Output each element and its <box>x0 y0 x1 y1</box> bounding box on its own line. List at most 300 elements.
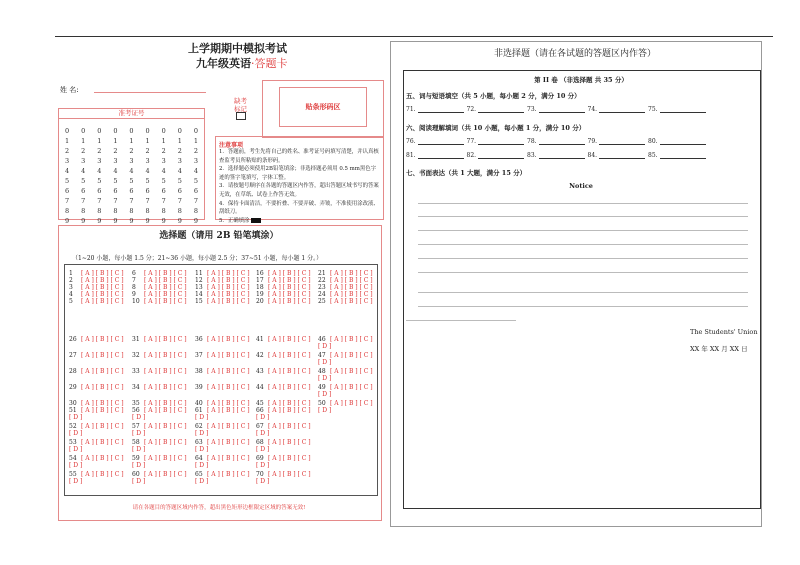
ticket-digit[interactable]: 0 <box>81 127 86 135</box>
choice-item[interactable] <box>256 368 312 384</box>
blank-field[interactable] <box>588 105 646 113</box>
choice-options[interactable]: [ A ] [ B ] [ C ] <box>330 298 373 305</box>
ticket-digit[interactable]: 5 <box>113 177 118 185</box>
ticket-digit[interactable]: 5 <box>145 177 150 185</box>
choice-options[interactable]: [ A ] [ B ] [ C ] <box>207 400 250 407</box>
choice-options[interactable]: [ A ] [ B ] [ C ] <box>268 400 311 407</box>
writing-line[interactable] <box>418 216 748 217</box>
choice-item[interactable] <box>318 368 374 384</box>
blank-line[interactable] <box>599 137 645 145</box>
choice-item[interactable] <box>318 384 374 400</box>
ticket-digit[interactable]: 4 <box>161 167 166 175</box>
ticket-digit[interactable]: 8 <box>97 207 102 215</box>
choice-options[interactable]: [ A ] [ B ] [ C ] [ D ] <box>256 455 311 469</box>
ticket-digit[interactable]: 1 <box>145 137 150 145</box>
writing-line[interactable] <box>418 272 748 273</box>
choice-item[interactable] <box>69 368 125 384</box>
choice-options[interactable]: [ A ] [ B ] [ C ] [ D ] <box>256 407 311 421</box>
blank-field[interactable] <box>527 105 585 113</box>
ticket-digit[interactable]: 9 <box>81 217 86 225</box>
choice-options[interactable]: [ A ] [ B ] [ C ] <box>330 270 373 277</box>
choice-item[interactable] <box>69 336 125 352</box>
choice-item[interactable] <box>69 284 124 291</box>
choice-options[interactable]: [ A ] [ B ] [ C ] [ D ] <box>132 471 187 485</box>
choice-options[interactable]: [ A ] [ B ] [ C ] [ D ] <box>256 471 311 485</box>
top-rule <box>55 36 773 37</box>
blank-field[interactable] <box>588 137 646 145</box>
choice-item[interactable] <box>69 270 124 277</box>
choice-options[interactable]: [ A ] [ B ] [ C ] [ D ] <box>195 423 250 437</box>
ticket-digit[interactable]: 7 <box>177 197 182 205</box>
choice-options[interactable]: [ A ] [ B ] [ C ] <box>144 284 187 291</box>
ticket-digit[interactable]: 9 <box>129 217 134 225</box>
ticket-digit[interactable]: 1 <box>81 137 86 145</box>
ticket-digit[interactable]: 8 <box>193 207 198 215</box>
choice-item[interactable] <box>132 284 187 291</box>
choice-item[interactable] <box>318 284 373 291</box>
choice-item[interactable] <box>132 455 188 471</box>
ticket-digit[interactable]: 0 <box>97 127 102 135</box>
choice-item-number: 61 <box>195 407 203 414</box>
ticket-digit[interactable]: 1 <box>193 137 198 145</box>
choice-item-number: 7 <box>132 277 136 284</box>
ticket-digit[interactable]: 0 <box>113 127 118 135</box>
choice-options[interactable]: [ A ] [ B ] [ C ] <box>144 368 187 375</box>
choice-item[interactable] <box>256 277 311 284</box>
ticket-digit[interactable]: 7 <box>97 197 102 205</box>
name-field[interactable] <box>94 92 206 93</box>
choice-options[interactable]: [ A ] [ B ] [ C ] [ D ] <box>132 423 187 437</box>
choice-item[interactable] <box>256 336 312 352</box>
choice-item-number: 30 <box>69 400 77 407</box>
choice-item-number: 18 <box>256 284 264 291</box>
choice-options[interactable]: [ A ] [ B ] [ C ] <box>144 352 187 359</box>
ticket-digit[interactable]: 7 <box>113 197 118 205</box>
choice-item[interactable] <box>256 423 312 439</box>
ticket-digit[interactable]: 8 <box>113 207 118 215</box>
blank-line[interactable] <box>599 151 645 159</box>
choice-item[interactable] <box>132 407 188 423</box>
choice-options[interactable]: [ A ] [ B ] [ C ] <box>268 270 311 277</box>
ticket-digit[interactable]: 3 <box>193 157 198 165</box>
choice-options[interactable]: [ A ] [ B ] [ C ] <box>207 352 250 359</box>
choice-item[interactable] <box>69 423 125 439</box>
blank-line[interactable] <box>660 105 706 113</box>
ticket-digit[interactable]: 1 <box>177 137 182 145</box>
blank-line[interactable] <box>478 151 524 159</box>
choice-item[interactable] <box>69 352 125 368</box>
choice-options[interactable]: [ A ] [ B ] [ C ] <box>144 400 187 407</box>
choice-options[interactable]: [ A ] [ B ] [ C ] [ D ] <box>132 407 187 421</box>
blank-number: 75. <box>648 106 658 113</box>
ticket-digit[interactable]: 4 <box>81 167 86 175</box>
choice-item[interactable] <box>195 291 250 298</box>
ticket-digit[interactable]: 6 <box>129 187 134 195</box>
ticket-digit[interactable]: 4 <box>113 167 118 175</box>
choice-item[interactable] <box>256 270 311 277</box>
ticket-digit[interactable]: 1 <box>64 137 70 145</box>
ticket-digit[interactable]: 5 <box>193 177 198 185</box>
choice-options[interactable]: [ A ] [ B ] [ C ] <box>144 384 187 391</box>
choice-options[interactable]: [ A ] [ B ] [ C ] <box>144 270 187 277</box>
blank-field[interactable] <box>648 105 706 113</box>
ticket-digit[interactable]: 2 <box>64 147 70 155</box>
choice-options[interactable]: [ A ] [ B ] [ C ] <box>81 368 124 375</box>
ticket-digit[interactable]: 4 <box>193 167 198 175</box>
ticket-digit[interactable]: 8 <box>177 207 182 215</box>
writing-line[interactable] <box>418 306 748 307</box>
ticket-digit[interactable]: 7 <box>161 197 166 205</box>
writing-line[interactable] <box>418 230 748 231</box>
blank-line[interactable] <box>418 151 464 159</box>
ticket-digit[interactable]: 4 <box>177 167 182 175</box>
choice-item[interactable] <box>256 471 312 487</box>
choice-options[interactable]: [ A ] [ B ] [ C ] <box>207 384 250 391</box>
choice-options[interactable]: [ A ] [ B ] [ C ] [ D ] <box>195 471 250 485</box>
choice-options[interactable]: [ A ] [ B ] [ C ] <box>144 277 187 284</box>
ticket-digit[interactable]: 3 <box>177 157 182 165</box>
choice-options[interactable]: [ A ] [ B ] [ C ] [ D ] <box>69 423 124 437</box>
choice-item[interactable] <box>256 352 312 368</box>
choice-item[interactable] <box>132 384 188 400</box>
blank-field[interactable] <box>588 151 646 159</box>
choice-options[interactable]: [ A ] [ B ] [ C ] <box>268 284 311 291</box>
ticket-digit[interactable]: 3 <box>64 157 70 165</box>
ticket-digit[interactable]: 1 <box>97 137 102 145</box>
choice-item[interactable] <box>69 298 124 305</box>
choice-options[interactable]: [ A ] [ B ] [ C ] <box>207 270 250 277</box>
name-label: 姓 名: <box>60 86 79 94</box>
blank-line[interactable] <box>539 105 585 113</box>
ticket-digit[interactable]: 3 <box>81 157 86 165</box>
ticket-digit[interactable]: 6 <box>97 187 102 195</box>
choice-block-3 <box>69 407 369 485</box>
choice-options[interactable]: [ A ] [ B ] [ C ] [ D ] <box>318 352 373 366</box>
choice-options[interactable]: [ A ] [ B ] [ C ] [ D ] <box>195 439 250 453</box>
missing-mark-box[interactable] <box>236 112 246 120</box>
choice-item[interactable] <box>132 471 188 487</box>
ticket-digit[interactable]: 5 <box>97 177 102 185</box>
choice-item[interactable] <box>195 423 251 439</box>
ticket-digit[interactable]: 3 <box>113 157 118 165</box>
ticket-digit[interactable]: 3 <box>129 157 134 165</box>
choice-options[interactable]: [ A ] [ B ] [ C ] <box>268 352 311 359</box>
choice-item[interactable] <box>318 277 373 284</box>
ticket-digit[interactable]: 4 <box>129 167 134 175</box>
blank-line[interactable] <box>539 151 585 159</box>
blank-number: 78. <box>527 138 537 145</box>
note-item-1: 1．答题前，考生先将自己的姓名、准考证号码填写清楚，并认真核查监考员所粘贴的条形码。 <box>219 149 379 164</box>
choice-item-number: 56 <box>132 407 140 414</box>
ticket-digit[interactable]: 0 <box>64 127 70 135</box>
choice-options[interactable]: [ A ] [ B ] [ C ] <box>268 384 311 391</box>
ticket-digit[interactable]: 0 <box>161 127 166 135</box>
blank-line[interactable] <box>539 137 585 145</box>
choice-item[interactable] <box>69 384 125 400</box>
ticket-digit[interactable]: 8 <box>81 207 86 215</box>
date: XX 年 XX 月 XX 日 <box>690 345 748 353</box>
ticket-digit[interactable]: 9 <box>177 217 182 225</box>
blank-field[interactable] <box>527 137 585 145</box>
ticket-digit[interactable]: 0 <box>145 127 150 135</box>
ticket-digit[interactable]: 1 <box>129 137 134 145</box>
choice-item[interactable] <box>256 298 311 305</box>
choice-options[interactable]: [ A ] [ B ] [ C ] [ D ] <box>195 455 250 469</box>
choice-options[interactable]: [ A ] [ B ] [ C ] <box>268 336 311 343</box>
ticket-digit[interactable]: 6 <box>64 187 70 195</box>
choice-options[interactable]: [ A ] [ B ] [ C ] [ D ] <box>318 400 373 414</box>
blank-field[interactable] <box>527 151 585 159</box>
choice-item[interactable] <box>318 336 374 352</box>
choice-item[interactable] <box>195 298 250 305</box>
blank-field[interactable] <box>467 151 525 159</box>
choice-options[interactable]: [ A ] [ B ] [ C ] <box>268 291 311 298</box>
ticket-digit[interactable]: 0 <box>193 127 198 135</box>
choice-item[interactable] <box>195 439 251 455</box>
ticket-digit[interactable]: 4 <box>64 167 70 175</box>
choice-item[interactable] <box>132 298 187 305</box>
right-header: 非选择题（请在各试题的答题区内作答） <box>493 49 656 59</box>
choice-item[interactable] <box>256 439 312 455</box>
choice-options[interactable]: [ A ] [ B ] [ C ] <box>207 291 250 298</box>
ticket-digit[interactable]: 2 <box>145 147 150 155</box>
choice-options[interactable]: [ A ] [ B ] [ C ] <box>207 277 250 284</box>
choice-item[interactable] <box>195 336 251 352</box>
choice-options[interactable]: [ A ] [ B ] [ C ] <box>207 368 250 375</box>
notes-list <box>219 148 379 225</box>
choice-options[interactable]: [ A ] [ B ] [ C ] [ D ] <box>195 407 250 421</box>
choice-item-number: 64 <box>195 455 203 462</box>
choice-column <box>132 336 188 416</box>
choice-options[interactable]: [ A ] [ B ] [ C ] <box>268 277 311 284</box>
ticket-digit[interactable]: 2 <box>177 147 182 155</box>
choice-item[interactable] <box>69 471 125 487</box>
choice-options[interactable]: [ A ] [ B ] [ C ] [ D ] <box>132 439 187 453</box>
writing-line[interactable] <box>418 292 748 293</box>
ticket-digit[interactable]: 9 <box>193 217 198 225</box>
blank-number: 81. <box>406 152 416 159</box>
ticket-digit[interactable]: 6 <box>161 187 166 195</box>
choice-item[interactable] <box>195 471 251 487</box>
choice-options[interactable]: [ A ] [ B ] [ C ] <box>81 277 124 284</box>
choice-item[interactable] <box>195 352 251 368</box>
ticket-digit[interactable]: 3 <box>97 157 102 165</box>
choice-item[interactable] <box>195 455 251 471</box>
blank-field[interactable] <box>467 137 525 145</box>
ticket-digit[interactable]: 0 <box>129 127 134 135</box>
choice-item[interactable] <box>132 291 187 298</box>
choice-options[interactable]: [ A ] [ B ] [ C ] <box>144 298 187 305</box>
choice-options[interactable]: [ A ] [ B ] [ C ] [ D ] <box>256 439 311 453</box>
ticket-digit[interactable]: 5 <box>129 177 134 185</box>
choice-item-number: 26 <box>69 336 77 343</box>
choice-options[interactable]: [ A ] [ B ] [ C ] <box>330 277 373 284</box>
choice-column <box>69 407 125 487</box>
writing-line[interactable] <box>406 320 516 321</box>
choice-item-number: 41 <box>256 336 264 343</box>
ticket-digit[interactable]: 2 <box>193 147 198 155</box>
choice-options[interactable]: [ A ] [ B ] [ C ] [ D ] <box>69 407 124 421</box>
choice-options[interactable]: [ A ] [ B ] [ C ] [ D ] <box>318 336 373 350</box>
blank-number: 79. <box>587 138 598 145</box>
choice-item[interactable] <box>132 352 188 368</box>
blank-field[interactable] <box>648 151 706 159</box>
ticket-digit[interactable]: 5 <box>81 177 86 185</box>
choice-options[interactable]: [ A ] [ B ] [ C ] [ D ] <box>132 455 187 469</box>
ticket-digit[interactable]: 2 <box>97 147 102 155</box>
ticket-digit[interactable]: 4 <box>145 167 150 175</box>
ticket-digit[interactable]: 7 <box>64 197 70 205</box>
ticket-digit[interactable]: 7 <box>129 197 134 205</box>
choice-options[interactable]: [ A ] [ B ] [ C ] <box>81 284 124 291</box>
ticket-digit[interactable]: 9 <box>145 217 150 225</box>
ticket-digit[interactable]: 9 <box>97 217 102 225</box>
choice-options[interactable]: [ A ] [ B ] [ C ] [ D ] <box>69 471 124 485</box>
choice-options[interactable]: [ A ] [ B ] [ C ] <box>81 298 124 305</box>
choice-column <box>132 407 188 487</box>
choice-item[interactable] <box>195 384 251 400</box>
ticket-digit[interactable]: 6 <box>113 187 118 195</box>
choice-options[interactable]: [ A ] [ B ] [ C ] <box>207 298 250 305</box>
choice-options[interactable]: [ A ] [ B ] [ C ] [ D ] <box>69 455 124 469</box>
blank-field[interactable] <box>648 137 706 145</box>
ticket-digit[interactable]: 2 <box>129 147 134 155</box>
subtitle-suffix: ·答题卡 <box>251 57 288 70</box>
blank-line[interactable] <box>418 137 464 145</box>
blank-field[interactable] <box>406 151 464 159</box>
choice-options[interactable]: [ A ] [ B ] [ C ] <box>268 368 311 375</box>
choice-item[interactable] <box>318 291 373 298</box>
writing-line[interactable] <box>418 203 748 204</box>
choice-item[interactable] <box>318 352 374 368</box>
ticket-digit[interactable]: 6 <box>81 187 86 195</box>
choice-options[interactable]: [ A ] [ B ] [ C ] [ D ] <box>318 368 373 382</box>
ticket-digit[interactable]: 9 <box>113 217 118 225</box>
ticket-digit[interactable]: 9 <box>64 217 70 225</box>
choice-options[interactable]: [ A ] [ B ] [ C ] <box>81 336 124 343</box>
note-item-4: 4．保持卡面清洁，不要折叠、不要弄破、弄皱，不准使用涂改液、刮纸刀。 <box>219 200 379 216</box>
choice-item-number: 67 <box>256 423 264 430</box>
choice-options[interactable]: [ A ] [ B ] [ C ] <box>207 284 250 291</box>
choice-item[interactable] <box>132 270 187 277</box>
choice-options[interactable]: [ A ] [ B ] [ C ] <box>330 291 373 298</box>
choice-item[interactable] <box>69 455 125 471</box>
choice-options[interactable]: [ A ] [ B ] [ C ] <box>207 336 250 343</box>
choice-item[interactable] <box>195 277 250 284</box>
blank-line[interactable] <box>660 151 706 159</box>
ticket-digit-column <box>172 126 188 226</box>
ticket-digit[interactable]: 7 <box>193 197 198 205</box>
choice-item[interactable] <box>132 336 188 352</box>
choice-options[interactable]: [ A ] [ B ] [ C ] [ D ] <box>256 423 311 437</box>
ticket-digit[interactable]: 7 <box>81 197 86 205</box>
choice-options[interactable]: [ A ] [ B ] [ C ] <box>81 352 124 359</box>
choice-item-number: 6 <box>132 270 136 277</box>
choice-item-number: 34 <box>132 384 140 391</box>
blank-line[interactable] <box>660 137 706 145</box>
choice-options[interactable]: [ A ] [ B ] [ C ] <box>81 384 124 391</box>
ticket-digit[interactable]: 1 <box>161 137 166 145</box>
ticket-digit[interactable]: 3 <box>145 157 150 165</box>
blank-line[interactable] <box>418 105 464 113</box>
blank-line[interactable] <box>478 137 524 145</box>
choice-item[interactable] <box>195 368 251 384</box>
ticket-digit[interactable]: 3 <box>161 157 166 165</box>
choice-item[interactable] <box>69 277 124 284</box>
choice-item[interactable] <box>195 270 250 277</box>
ticket-digit[interactable]: 8 <box>64 207 70 215</box>
writing-line[interactable] <box>418 244 748 245</box>
ticket-digit[interactable]: 5 <box>64 177 70 185</box>
choice-item-number: 57 <box>132 423 140 430</box>
choice-item[interactable] <box>195 407 251 423</box>
choice-item[interactable] <box>256 407 312 423</box>
notice-heading: Notice <box>569 182 593 190</box>
choice-item[interactable] <box>132 439 188 455</box>
ticket-digit[interactable]: 6 <box>193 187 198 195</box>
choice-options[interactable]: [ A ] [ B ] [ C ] [ D ] <box>69 439 124 453</box>
ticket-digit[interactable]: 5 <box>161 177 166 185</box>
ticket-digit[interactable]: 8 <box>161 207 166 215</box>
ticket-digit[interactable]: 6 <box>177 187 182 195</box>
ticket-digit[interactable]: 1 <box>113 137 118 145</box>
choice-item-number: 44 <box>256 384 264 391</box>
ticket-digit[interactable]: 2 <box>161 147 166 155</box>
choice-item[interactable] <box>195 284 250 291</box>
ticket-digit[interactable]: 2 <box>113 147 118 155</box>
choice-item[interactable] <box>69 407 125 423</box>
choice-item-number: 66 <box>256 407 264 414</box>
blank-line[interactable] <box>478 105 524 113</box>
choice-item[interactable] <box>318 298 373 305</box>
writing-line[interactable] <box>418 258 748 259</box>
choice-options[interactable]: [ A ] [ B ] [ C ] [ D ] <box>318 384 373 398</box>
choice-item[interactable] <box>69 439 125 455</box>
choice-item[interactable] <box>132 368 188 384</box>
ticket-digit[interactable]: 9 <box>161 217 166 225</box>
choice-item-number: 54 <box>69 455 77 462</box>
ticket-digit[interactable]: 7 <box>145 197 150 205</box>
choice-item[interactable] <box>256 455 312 471</box>
choice-item[interactable] <box>318 270 373 277</box>
blank-line[interactable] <box>599 105 645 113</box>
choice-options[interactable]: [ A ] [ B ] [ C ] <box>81 291 124 298</box>
choice-item[interactable] <box>256 384 312 400</box>
choice-item[interactable] <box>69 291 124 298</box>
ticket-digit[interactable]: 8 <box>145 207 150 215</box>
choice-item[interactable] <box>256 284 311 291</box>
choice-options[interactable]: [ A ] [ B ] [ C ] <box>144 291 187 298</box>
choice-item-number: 49 <box>318 384 326 391</box>
blank-field[interactable] <box>406 105 464 113</box>
choice-item[interactable] <box>256 291 311 298</box>
ticket-digit[interactable]: 5 <box>177 177 182 185</box>
ticket-digit[interactable]: 8 <box>129 207 134 215</box>
choice-options[interactable]: [ A ] [ B ] [ C ] <box>81 270 124 277</box>
choice-item[interactable] <box>132 423 188 439</box>
choice-options[interactable]: [ A ] [ B ] [ C ] <box>330 284 373 291</box>
ticket-digit[interactable]: 6 <box>145 187 150 195</box>
choice-item[interactable] <box>132 277 187 284</box>
ticket-digit[interactable]: 2 <box>81 147 86 155</box>
blank-field[interactable] <box>406 137 464 145</box>
blank-field[interactable] <box>467 105 525 113</box>
choice-options[interactable]: [ A ] [ B ] [ C ] <box>268 298 311 305</box>
choice-options[interactable]: [ A ] [ B ] [ C ] <box>144 336 187 343</box>
ticket-digit[interactable]: 4 <box>97 167 102 175</box>
choice-options[interactable]: [ A ] [ B ] [ C ] <box>81 400 124 407</box>
ticket-digit[interactable]: 0 <box>177 127 182 135</box>
